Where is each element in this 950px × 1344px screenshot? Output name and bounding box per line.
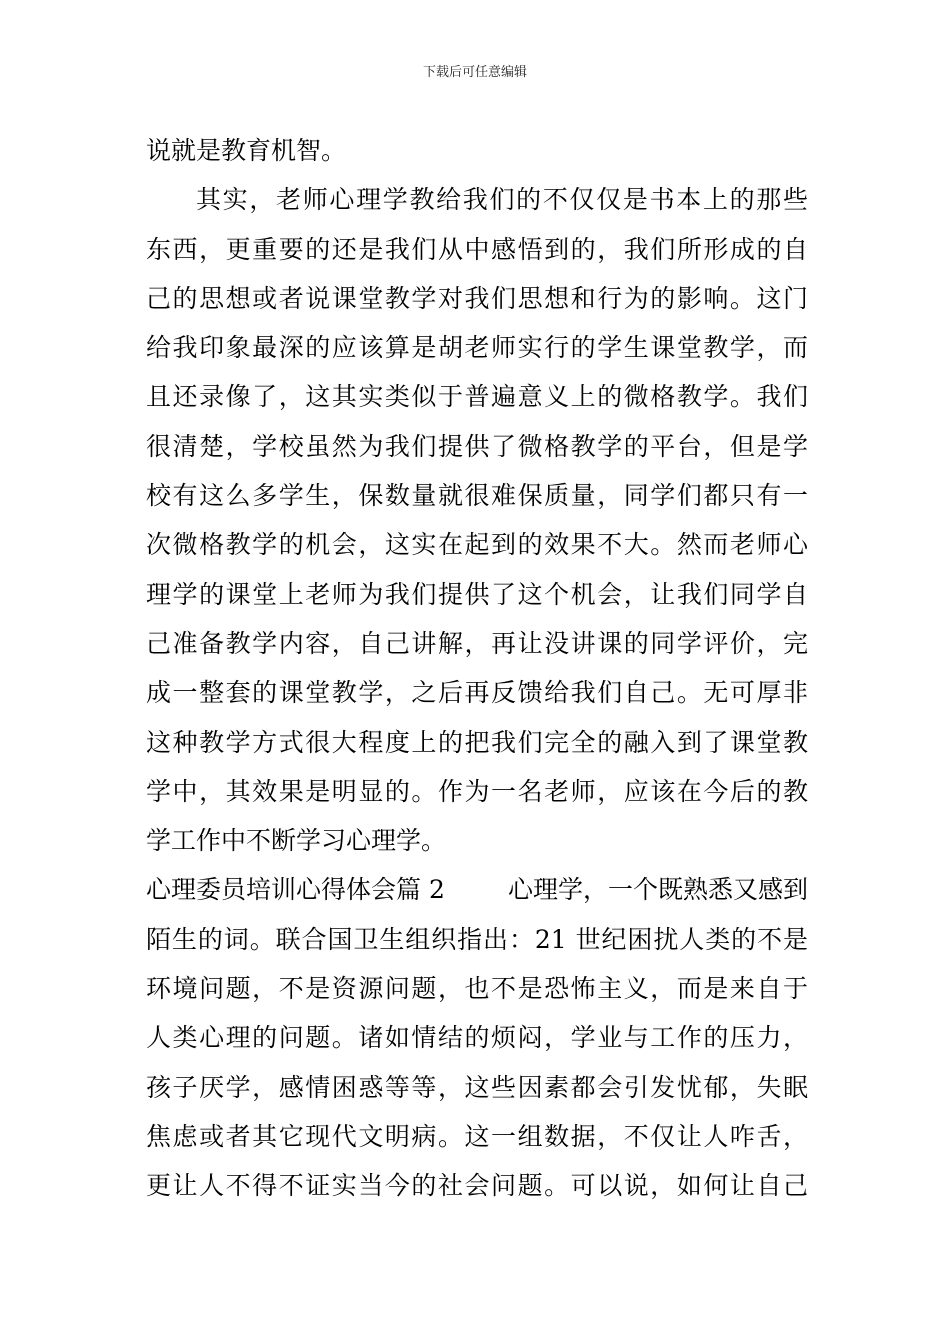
paragraph-last-line: 学工作中不断学习心理学。 <box>146 826 447 856</box>
text-line: 环境问题，不是资源问题，也不是恐怖主义，而是来自于 <box>146 974 808 1004</box>
text-line: 己准备教学内容，自己讲解，再让没讲课的同学评价，完 <box>146 628 808 658</box>
text-line: 这种教学方式很大程度上的把我们完全的融入到了课堂教 <box>146 727 808 757</box>
text-line: 说就是教育机智。 <box>146 136 347 165</box>
section-heading: 心理委员培训心得体会篇 2 <box>146 875 445 905</box>
text-line: 更让人不得不证实当今的社会问题。可以说，如何让自己 <box>146 1171 808 1201</box>
section-first-text: 心理学，一个既熟悉又感到 <box>507 875 808 905</box>
paragraph-first-line: 其实，老师心理学教给我们的不仅仅是书本上的那些 <box>196 185 808 215</box>
text-line: 孩子厌学，感情困惑等等，这些因素都会引发忧郁，失眠 <box>146 1072 808 1102</box>
text-line: 给我印象最深的应该算是胡老师实行的学生课堂教学，而 <box>146 333 808 363</box>
text-line: 人类心理的问题。诸如情结的烦闷，学业与工作的压力， <box>146 1023 808 1053</box>
text-line: 己的思想或者说课堂教学对我们思想和行为的影响。这门 <box>146 283 808 313</box>
text-line: 且还录像了，这其实类似于普遍意义上的微格教学。我们 <box>146 382 808 412</box>
page-header: 下载后可任意编辑 <box>422 65 527 80</box>
text-line: 陌生的词。联合国卫生组织指出：21 世纪困扰人类的不是 <box>146 924 808 954</box>
text-line: 学中，其效果是明显的。作为一名老师，应该在今后的教 <box>146 776 808 806</box>
text-line: 理学的课堂上老师为我们提供了这个机会，让我们同学自 <box>146 579 808 609</box>
text-line: 次微格教学的机会，这实在起到的效果不大。然而老师心 <box>146 530 808 560</box>
text-line: 焦虑或者其它现代文明病。这一组数据，不仅让人咋舌， <box>146 1121 808 1151</box>
section-heading-line <box>146 865 808 914</box>
text-line: 校有这么多学生，保数量就很难保质量，同学们都只有一 <box>146 481 808 511</box>
text-line: 成一整套的课堂教学，之后再反馈给我们自己。无可厚非 <box>146 678 808 708</box>
text-line: 很清楚，学校虽然为我们提供了微格教学的平台，但是学 <box>146 431 808 461</box>
document-body <box>146 126 808 1211</box>
text-line: 东西，更重要的还是我们从中感悟到的，我们所形成的自 <box>146 234 808 264</box>
